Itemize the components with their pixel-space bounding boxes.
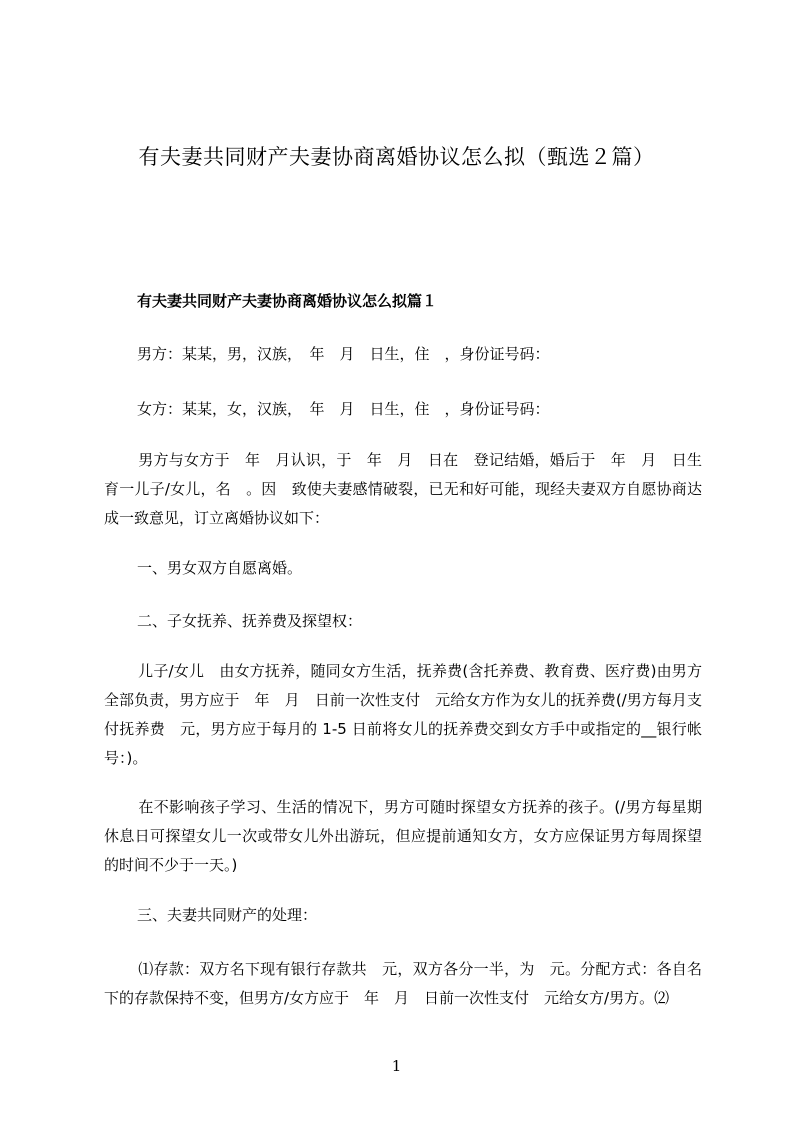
deposits-text: ⑴存款：双方名下现有银行存款共 元，双方各分一半，为 元。分配方式：各自名下的存款保持不变，但男方/女方应于 年 月 日前一次性支付 元给女方/男方。⑵ bbox=[104, 960, 702, 1007]
page-number: 1 bbox=[391, 1057, 402, 1075]
custody-paragraph bbox=[104, 657, 702, 773]
intro-text: 男方与女方于 年 月认识，于 年 月 日在 登记结婚，婚后于 年 月 日生育一儿子/女儿，名 。因 致使夫妻感情破裂，已无和好可能，现经夫妻双方自愿协商达成一致意见，订立离婚协议如下： bbox=[104, 451, 702, 527]
visitation-paragraph bbox=[104, 793, 702, 880]
clause-3-heading: 三、夫妻共同财产的处理： bbox=[137, 906, 318, 924]
deposits-paragraph bbox=[104, 955, 702, 1013]
clause-2-heading: 二、子女抚养、抚养费及探望权： bbox=[137, 612, 363, 630]
visitation-text: 在不影响孩子学习、生活的情况下，男方可随时探望女方抚养的孩子。(/男方每星期休息日可探望女儿一次或带女儿外出游玩，但应提前通知女方，女方应保证男方每周探望的时间不少于一天。) bbox=[104, 798, 702, 874]
section-heading: 有夫妻共同财产夫妻协商离婚协议怎么拟篇１ bbox=[137, 292, 438, 310]
clause-1-heading: 一、男女双方自愿离婚。 bbox=[137, 559, 303, 577]
female-party-line: 女方：某某，女，汉族， 年 月 日生，住 ，身份证号码： bbox=[137, 400, 550, 418]
intro-paragraph bbox=[104, 446, 702, 533]
custody-text: 儿子/女儿 由女方抚养，随同女方生活，抚养费(含托养费、教育费、医疗费)由男方全部负责，男方应于 年 月 日前一次性支付 元给女方作为女儿的抚养费(/男方每月支付抚养费 元，男方应于每月的 1-5 日前将女儿的抚养费交到女方手中或指定的__银行帐号：)。 bbox=[104, 662, 702, 767]
document-title: 有夫妻共同财产夫妻协商离婚协议怎么拟（甄选２篇） bbox=[138, 145, 655, 169]
male-party-line: 男方：某某，男，汉族， 年 月 日生，住 ，身份证号码： bbox=[137, 345, 550, 363]
